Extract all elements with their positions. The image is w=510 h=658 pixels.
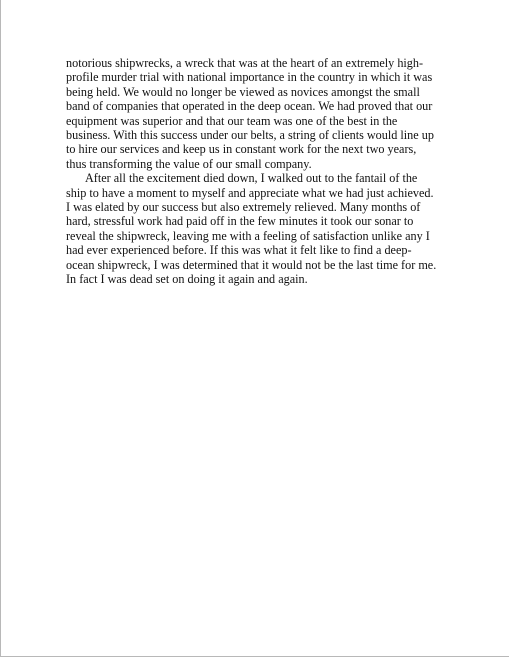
text-line: thus transforming the value of our small company. — [66, 156, 312, 171]
text-line: band of companies that operated in the deep ocean. We had proved that our — [66, 99, 433, 114]
text-line: had ever experienced before. If this was what it felt like to find a deep- — [66, 243, 412, 258]
text-line: profile murder trial with national importance in the country in which it was — [66, 70, 433, 85]
text-line: After all the excitement died down, I walked out to the fantail of the — [85, 171, 418, 186]
text-line: notorious shipwrecks, a wreck that was at the heart of an extremely high- — [66, 56, 424, 70]
text-line: I was elated by our success but also extremely relieved. Many months of — [66, 200, 421, 215]
text-line: reveal the shipwreck, leaving me with a feeling of satisfaction unlike any I — [66, 228, 430, 243]
text-line: In fact I was dead set on doing it again and again. — [66, 272, 308, 287]
text-line: ocean shipwreck, I was determined that it would not be the last time for me. — [66, 257, 437, 272]
text-line: to hire our services and keep us in constant work for the next two years, — [66, 142, 417, 157]
text-line: business. With this success under our belts, a string of clients would line up — [66, 128, 434, 143]
paragraph-1 — [66, 56, 446, 171]
text-line: being held. We would no longer be viewed as novices amongst the small — [66, 84, 420, 99]
text-line: hard, stressful work had paid off in the few minutes it took our sonar to — [66, 214, 414, 229]
paragraph-2 — [66, 171, 446, 286]
text-line: equipment was superior and that our team was one of the best in the — [66, 113, 398, 128]
body-text — [66, 56, 446, 287]
text-line: ship to have a moment to myself and appreciate what we had just achieved. — [66, 185, 434, 200]
